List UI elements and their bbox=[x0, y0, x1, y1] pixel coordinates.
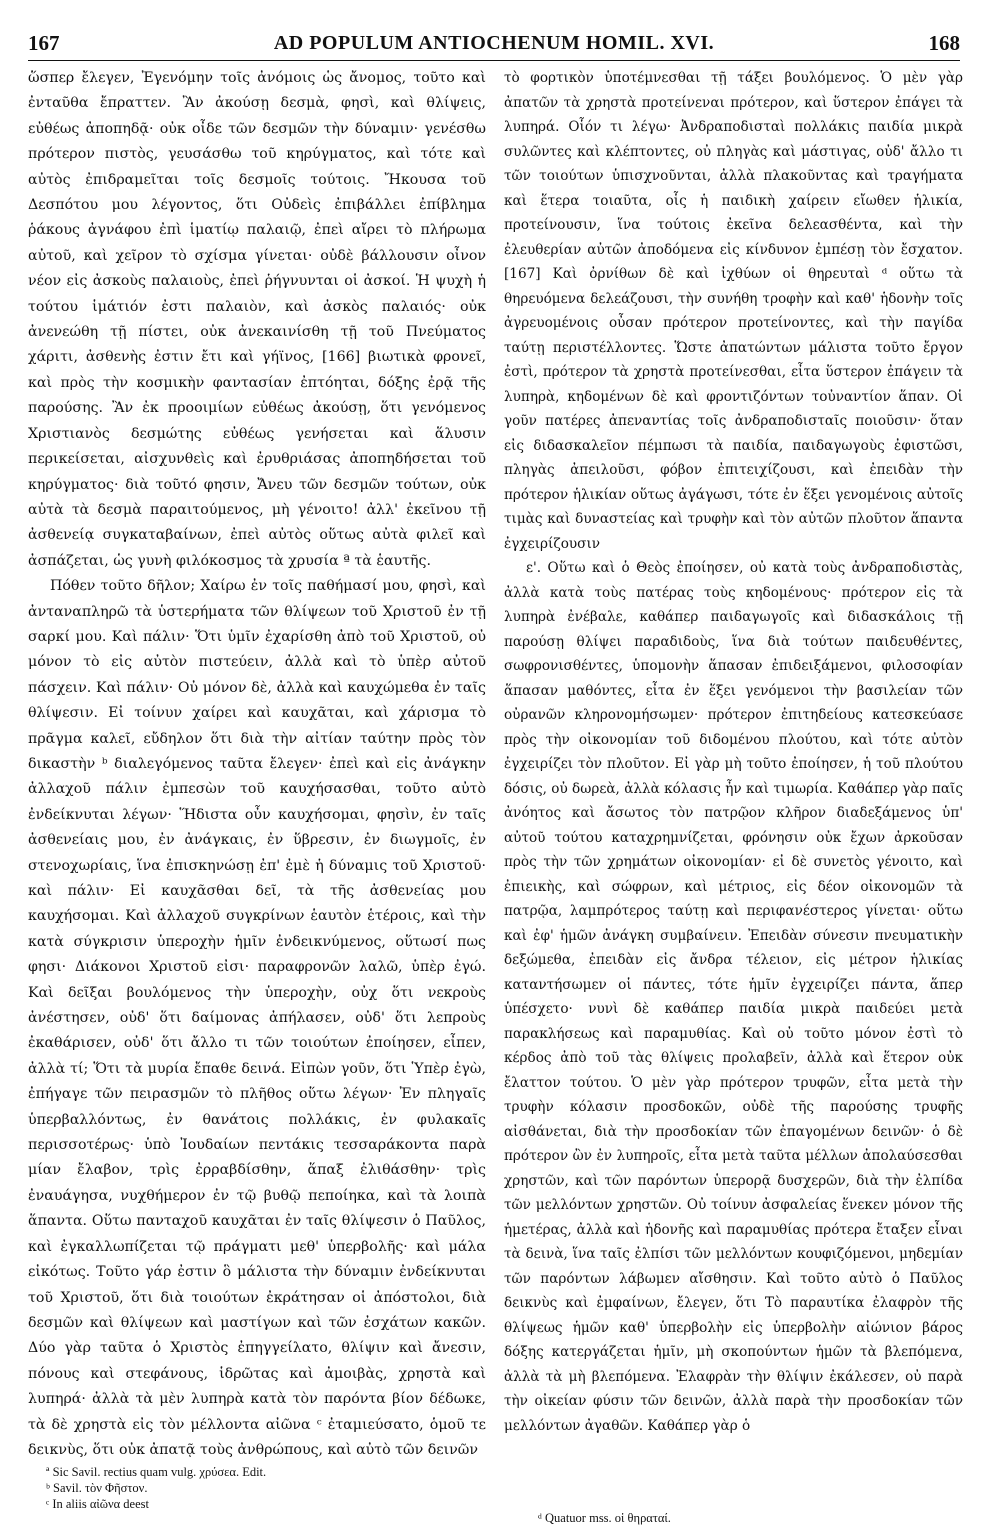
footnote-d: ᵈ Quatuor mss. οἱ θηραταί. bbox=[538, 1511, 671, 1525]
left-paragraph-2: Πόθεν τοῦτο δῆλον; Χαίρω ἐν τοῖς παθήμασί μου, φησὶ, καὶ ἀνταναπληρῶ τὰ ὑστερήματα τῶν θλίψεων τοῦ Χριστοῦ ἐν τῇ σαρκί μου. Καὶ πάλιν· Ὅτι ὑμῖν ἐχαρίσθη ἀπὸ τοῦ Χριστοῦ, οὐ μόνον τὸ εἰς αὐτὸν πιστεύειν, ἀλλὰ καὶ τὸ ὑπὲρ αὐτοῦ πάσχειν. Καὶ πάλιν· Οὐ μόνον δὲ, ἀλλὰ καὶ καυχώμεθα ἐν ταῖς θλίψεσιν. Εἰ τοίνυν χαίρει καὶ καυχᾶται, καὶ χάρισμα τὸ πρᾶγμα καλεῖ, εὔδηλον ὅτι διὰ τὴν αἰτίαν ταύτην πρὸς τὸν δικαστὴν ᵇ διαλεγόμενος ταῦτα ἔλεγεν· ἐπεὶ καὶ εἰς ἀνάγκην ἀλλαχοῦ πάλιν ἐμπεσὼν τοῦ καυχήσασθαι, τοῦτο αὐτὸ ἐνδείκνυται λέγων· Ἥδιστα οὖν καυχήσομαι, φησὶν, ἐν ταῖς ἀσθενείαις μου, ἐν ἀνάγκαις, ἐν ὕβρεσιν, ἐν διωγμοῖς, ἐν στενοχωρίαις, ἵνα ἐπισκηνώσῃ ἐπ' ἐμὲ ἡ δύναμις τοῦ Χριστοῦ· καὶ πάλιν· Εἰ καυχᾶσθαι δεῖ, τὰ τῆς ἀσθενείας μου καυχήσομαι. Καὶ ἀλλαχοῦ συγκρίνων ἑαυτὸν ἑτέροις, καὶ τὴν κατὰ σύγκρισιν ὑπεροχὴν ἡμῖν ἐνδεικνύμενος, οὕτωσί πως φησι· Διάκονοι Χριστοῦ εἰσι· παραφρονῶν λαλῶ, ὑπὲρ ἐγώ. Καὶ δεῖξαι βουλόμενος τὴν ὑπεροχὴν, οὐχ ὅτι νεκροὺς ἀνέστησεν, οὐδ' ὅτι δαίμονας ἀπήλασεν, οὐδ' ὅτι λεπροὺς ἐκαθάρισεν, οὐδ' ὅτι ἄλλο τι τῶν τοιούτων ἐποίησεν, εἶπεν, ἀλλὰ τί; Ὅτι τὰ μυρία ἔπαθε δεινά. Εἰπὼν γοῦν, ὅτι Ὑπὲρ ἐγὼ, ἐπήγαγε τῶν πειρασμῶν τὸ πλῆθος οὕτω λέγων· Ἐν πληγαῖς ὑπερβαλλόντως, ἐν θανάτοις πολλάκις, ἐν φυλακαῖς περισσοτέρως· ὑπὸ Ἰουδαίων πεντάκις τεσσαράκοντα παρὰ μίαν ἔλαβον, τρὶς ἐρραβδίσθην, ἅπαξ ἐλιθάσθην· τρὶς ἐναυάγησα, νυχθήμερον ἐν τῷ βυθῷ πεποίηκα, καὶ τὰ λοιπὰ ἅπαντα. Οὕτω πανταχοῦ καυχᾶται ἐν ταῖς θλίψεσιν ὁ Παῦλος, καὶ ἐγκαλλωπίζεται τῷ πράγματι μεθ' ὑπερβολῆς· καὶ μάλα εἰκότως. Τοῦτο γάρ ἐστιν ὃ μάλιστα τὴν δύναμιν ἐνδείκνυται τοῦ Χριστοῦ, ὅτι διὰ τοιούτων ἐκράτησαν οἱ ἀπόστολοι, διὰ δεσμῶν καὶ θλίψεων καὶ μαστίγων καὶ τῶν ἐσχάτων κακῶν. Δύο γὰρ ταῦτα ὁ Χριστὸς ἐπηγγείλατο, θλίψιν καὶ ἄνεσιν, πόνους καὶ στεφάνους, ἱδρῶτας καὶ ἀμοιβὰς, χρηστὰ καὶ λυπηρά· ἀλλὰ τὰ μὲν λυπηρὰ κατὰ τὸν παρόντα βίον δέδωκε, τὰ δὲ χρηστὰ εἰς τὸν μέλλοντα αἰῶνα ᶜ ἐταμιεύσατο, ὁμοῦ τε δεικνὺς, ὅτι οὐκ ἀπατᾷ τοὺς ἀνθρώπους, καὶ αὐτὸ τῶν δεινῶν bbox=[28, 578, 486, 1458]
footnote-b: ᵇ Savil. τὸν Φῆστον. bbox=[46, 1481, 148, 1495]
right-page-number: 168 bbox=[928, 30, 960, 55]
left-column bbox=[28, 66, 486, 1476]
right-paragraph-1: τὸ φορτικὸν ὑποτέμνεσθαι τῇ τάξει βουλόμενος. Ὁ μὲν γὰρ ἀπατῶν τὰ χρηστὰ προτείνεναι πρότερον, καὶ ὕστερον ἐπάγει τὰ λυπηρά. Οἷόν τι λέγω· Ἀνδραποδισταὶ πολλάκις παιδία μικρὰ συλῶντες καὶ κλέπτοντες, οὐ πληγὰς καὶ μάστιγας, οὐδ' ἄλλο τι τῶν τοιούτων ὑπισχνοῦνται, ἀλλὰ πλακοῦντας καὶ τραγήματα καὶ ἕτερα τοιαῦτα, οἷς ἡ παιδικὴ χαίρειν εἴωθεν ἡλικία, προτείνουσιν, ἵνα τούτοις ἐκεῖνα δελεασθέντα, καὶ τὴν ἐλευθερίαν αὐτῶν ἀποδόμενα εἰς κίνδυνον ἐμπέσῃ τὸν ἔσχατον. [167] Καὶ ὀρνίθων δὲ καὶ ἰχθύων οἱ θηρευταὶ ᵈ οὕτω τὰ θηρευόμενα δελεάζουσι, τὴν συνήθη τροφὴν καὶ καθ' ἡδονὴν τοῖς ἀγρευομένοις οὖσαν πρότερον προτείνοντες, καὶ τὴν παγίδα ταύτῃ περιστέλλοντες. Ὥστε ἀπατώντων μάλιστα τοῦτο ἔργον ἐστὶ, πρότερον τὰ χρηστὰ προτείνεσθαι, εἶτα ὕστερον ἐπάγειν τὰ λυπηρὰ, κηδομένων δὲ καὶ φροντιζόντων τοὐναντίον ἅπαν. Οἱ γοῦν πατέρες ἀπεναντίας τοῖς ἀνδραποδισταῖς ποιοῦσιν· ὅταν εἰς διδασκαλεῖον πέμπωσι τὰ παιδία, παιδαγωγοὺς ἐφιστῶσι, πληγὰς ἀπειλοῦσι, φόβον ἐπιτειχίζουσι, καὶ ἐπειδὰν τὴν πρότερον ἡλικίαν οὕτως ἀγάγωσι, τότε ἐν ἕξει γενομένοις αὐτοῖς τιμὰς καὶ δυναστείας καὶ τρυφὴν καὶ τὸν αὐτῶν πλοῦτον ἅπαντα ἐγχειρίζουσιν bbox=[504, 70, 963, 552]
footnote-c: ᶜ In aliis αἰῶνα deest bbox=[46, 1497, 149, 1511]
left-footnotes bbox=[28, 1464, 486, 1512]
running-header bbox=[28, 28, 960, 58]
right-paragraph-2: ε'. Οὕτω καὶ ὁ Θεὸς ἐποίησεν, οὐ κατὰ τοὺς ἀνδραποδιστὰς, ἀλλὰ κατὰ τοὺς πατέρας τοὺς κηδομένους· πρότερον εἰς τὰ λυπηρὰ ἐνέβαλε, καθάπερ παιδαγωγοῖς καὶ διδασκάλοις τῇ παρούσῃ θλίψει παραδιδοὺς, ἵνα διὰ τούτων παιδευθέντες, σωφρονισθέντες, ὑπομονὴν ἅπασαν ἐπιδειξάμενοι, φιλοσοφίαν ἅπασαν μαθόντες, εἶτα ἐν ἕξει γενόμενοι τὴν βασιλείαν τῶν οὐρανῶν κληρονομήσωμεν· πρότερον ἐπιτηδείους κατεσκεύασε πρὸς τὴν οἰκονομίαν τοῦ διδομένου πλούτου, καὶ τότε αὐτὸν ἐγχειρίζει τὸν πλοῦτον. Εἰ γὰρ μὴ τοῦτο ἐποίησεν, ἡ τοῦ πλούτου δόσις, οὐ δωρεὰ, ἀλλὰ κόλασις ἦν καὶ τιμωρία. Καθάπερ γὰρ παῖς ἀνόητος καὶ ἄσωτος τὸν πατρῷον κλῆρον διαδεξάμενος ὑπ' αὐτοῦ τούτου καταχρημνίζεται, φρόνησιν οὐκ ἔχων ἀρκοῦσαν πρὸς τὴν τῶν χρημάτων οἰκονομίαν· εἰ δὲ συνετὸς γένοιτο, καὶ ἐπιεικὴς, καὶ σώφρων, καὶ μέτριος, εἰς δέον οἰκονομῶν τὰ πατρῷα, λαμπρότερος ταύτῃ καὶ περιφανέστερος γίνεται· οὕτω καὶ ἐφ' ἡμῶν ἀνάγκη συμβαίνειν. Ἐπειδὰν σύνεσιν πνευματικὴν δεξώμεθα, ἐπειδὰν εἰς ἄνδρα τέλειον, εἰς μέτρον ἡλικίας καταντήσωμεν οἱ πάντες, τότε ἡμῖν ἐγχειρίζει πάντα, ἅπερ ὑπέσχετο· νυνὶ δὲ καθάπερ παιδία μικρὰ παιδεύει μετὰ παρακλήσεως καὶ παραμυθίας. Καὶ οὐ τοῦτο μόνον ἐστὶ τὸ κέρδος ἀπὸ τοῦ τὰς θλίψεις προλαβεῖν, ἀλλὰ καὶ ἕτερον οὐκ ἔλαττον τούτου. Ὁ μὲν γὰρ πρότερον τρυφῶν, εἶτα μετὰ τὴν τρυφὴν κόλασιν προσδοκῶν, οὐδὲ τῆς παρούσης τρυφῆς αἰσθάνεται, διὰ τὴν προσδοκίαν τῶν ἐπαγομένων δεινῶν· ὁ δὲ πρότερον ὢν ἐν λυπηροῖς, εἶτα μετὰ ταῦτα μέλλων ἀπολαύσεσθαι χρηστῶν, καὶ τῶν παρόντων ὑπερορᾷ δυσχερῶν, διὰ τὴν ἐλπίδα τῶν μελλόντων χρηστῶν. Οὐ τοίνυν ἀσφαλείας ἕνεκεν μόνον τῆς ἡμετέρας, ἀλλὰ καὶ ἡδονῆς καὶ παραμυθίας πρότερα ἔταξεν εἶναι τὰ δεινὰ, ἵνα ταῖς ἐλπίσι τῶν μελλόντων κουφιζόμενοι, μηδεμίαν τῶν παρόντων λάβωμεν αἴσθησιν. Καὶ τοῦτο αὐτὸ ὁ Παῦλος δεικνὺς καὶ ἐμφαίνων, ἔλεγεν, ὅτι Τὸ παραυτίκα ἐλαφρὸν τῆς θλίψεως ἡμῶν καθ' ὑπερβολὴν εἰς ὑπερβολὴν αἰώνιον βάρος δόξης κατεργάζεται ἡμῖν, μὴ σκοπούντων ἡμῶν τὰ βλεπόμενα, ἀλλὰ τὰ μὴ βλεπόμενα. Ἐλαφρὰν τὴν θλίψιν ἐκάλεσεν, οὐ παρὰ τὴν οἰκείαν φύσιν τῶν δεινῶν, ἀλλὰ παρὰ τὴν προσδοκίαν τῶν μελλόντων ἀγαθῶν. Καθάπερ γὰρ ὁ bbox=[504, 560, 963, 1434]
left-paragraph-1: ὥσπερ ἔλεγεν, Ἐγενόμην τοῖς ἀνόμοις ὡς ἄνομος, τοῦτο καὶ ἐνταῦθα ἔπραττεν. Ἂν ἀκούσῃ δεσμὰ, φησὶ, καὶ θλίψεις, εὐθέως ἀποπηδᾷ· οὐκ οἶδε τῶν δεσμῶν τὴν δύναμιν· γενέσθω πρότερον πιστὸς, γευσάσθω τοῦ κηρύγματος, καὶ τότε καὶ αὐτὸς ἐπιδραμεῖται τοῖς δεσμοῖς τούτοις. Ἤκουσα τοῦ Δεσπότου μου λέγοντος, ὅτι Οὐδεὶς ἐπιβάλλει ἐπίβλημα ῥάκους ἀγνάφου ἐπὶ ἱματίῳ παλαιῷ, ἐπεὶ αἴρει τὸ πλήρωμα αὐτοῦ, καὶ χεῖρον τὸ σχίσμα γίνεται· οὐδὲ βάλλουσιν οἶνον νέον εἰς ἀσκοὺς παλαιοὺς, ἐπεὶ ῥήγνυνται οἱ ἀσκοί. Ἡ ψυχὴ ἡ τούτου ἱμάτιόν ἐστι παλαιὸν, καὶ ἀσκὸς παλαιός· οὐκ ἀνενεώθη τῇ πίστει, οὐκ ἀνεκαινίσθη τῇ τοῦ Πνεύματος χάριτι, ἀσθενὴς ἐστιν ἔτι καὶ γήϊνος, [166] βιωτικὰ φρονεῖ, καὶ πρὸς τὴν κοσμικὴν φαντασίαν ἐπτόηται, δόξης ἐρᾷ τῆς παρούσης. Ἂν ἐκ προοιμίων εὐθέως ἀκούσῃ, ὅτι γενόμενος Χριστιανὸς δεσμώτης εὐθέως γενήσεται καὶ ἅλυσιν περικείσεται, αἰσχυνθεὶς καὶ ἐρυθριάσας ἀποπηδήσεται τοῦ κηρύγματος· διὰ τοῦτό φησιν, Ἄνευ τῶν δεσμῶν τούτων, οὐκ αὐτὰ τὰ δεσμὰ παραιτούμενος, μὴ γένοιτο! ἀλλ' ἐκεῖνου τῇ ἀσθενείᾳ συγκαταβαίνων, ἐπεὶ αὐτὸς οὕτως αὐτὰ φιλεῖ καὶ ἀσπάζεται, ὡς γυνὴ φιλόκοσμος τὰ χρυσία ª τὰ ἑαυτῆς. bbox=[28, 70, 486, 569]
left-page-number: 167 bbox=[28, 30, 60, 55]
footnote-a: ª Sic Savil. rectius quam vulg. χρύσεα. Edit. bbox=[46, 1465, 267, 1479]
header-rule bbox=[28, 60, 960, 61]
right-column bbox=[504, 66, 963, 1476]
right-footnotes bbox=[520, 1510, 960, 1526]
running-title: AD POPULUM ANTIOCHENUM HOMIL. XVI. bbox=[273, 31, 715, 54]
